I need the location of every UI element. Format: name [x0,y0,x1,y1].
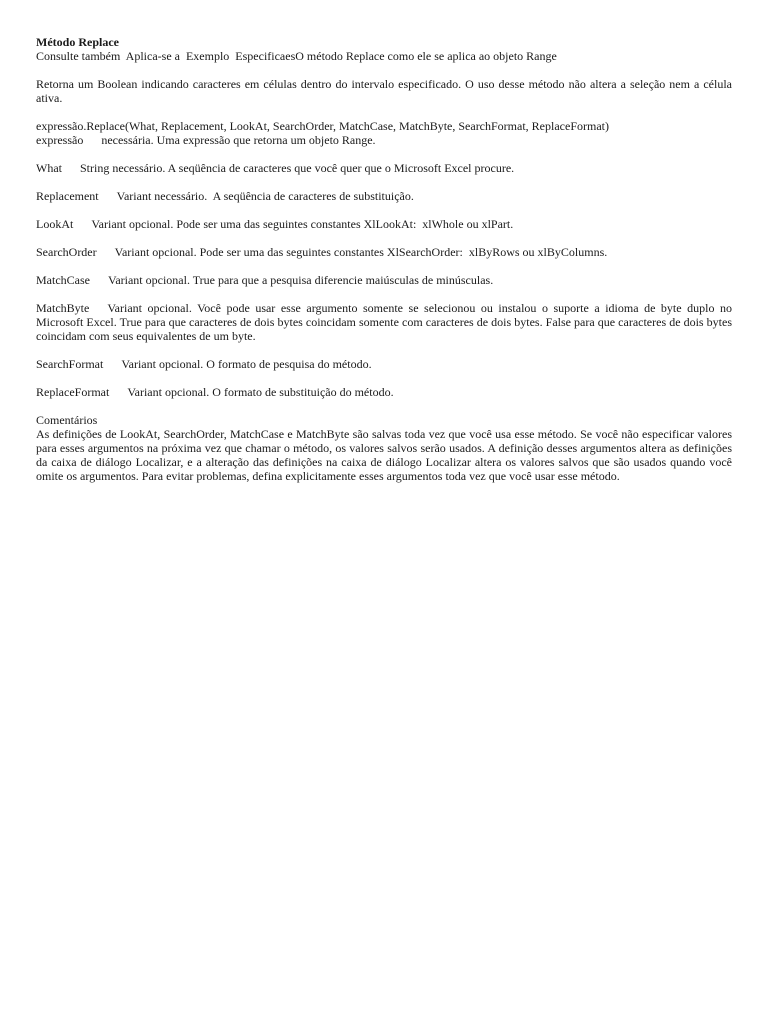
param-description: Variant necessário. A seqüência de caracteres de substituição. [116,189,414,203]
param-what [36,161,732,175]
param-name: Replacement [36,189,99,203]
param-replacement [36,189,732,203]
spacer [36,63,732,77]
related-links-line: Consulte também Aplica-se a Exemplo EspecificaesO método Replace como ele se aplica ao objeto Range [36,49,557,63]
syntax-expression [36,133,732,147]
parameter-list [36,161,735,399]
param-description: String necessário. A seqüência de caracteres que você quer que o Microsoft Excel procure. [80,161,515,175]
param-description: Variant opcional. Pode ser uma das seguintes constantes XlLookAt: xlWhole ou xlPart. [91,217,514,231]
param-name: What [36,161,62,175]
spacer [36,231,732,245]
param-description: necessária. Uma expressão que retorna um objeto Range. [101,133,376,147]
param-name: expressão [36,133,84,147]
param-matchbyte [36,301,735,343]
param-name: LookAt [36,217,74,231]
param-name: SearchFormat [36,357,104,371]
param-name: MatchByte [36,301,90,315]
spacer [36,259,732,273]
page-title: Método Replace [36,35,119,49]
param-matchcase [36,273,732,287]
spacer [36,287,732,301]
syntax-signature: expressão.Replace(What, Replacement, LookAt, SearchOrder, MatchCase, MatchByte, SearchFormat, ReplaceFormat) [36,119,609,133]
spacer [36,147,732,161]
spacer [36,371,732,385]
param-name: MatchCase [36,273,90,287]
param-description: Variant opcional. O formato de substituição do método. [127,385,394,399]
param-description: Variant opcional. Você pode usar esse argumento somente se selecionou ou instalou o suporte a idioma de byte duplo no Microsoft Excel. True para que caracteres de dois bytes coincidam somente com caracteres de dois bytes. False para que caracteres de dois bytes coincidam com seus equivalentes de um byte. [36,301,735,343]
param-searchorder [36,245,732,259]
param-replaceformat [36,385,732,399]
spacer [36,343,732,357]
spacer [36,105,732,119]
method-description: Retorna um Boolean indicando caracteres em células dentro do intervalo especificado. O uso desse método não altera a seleção nem a célula ativa. [36,77,732,105]
param-searchformat [36,357,732,371]
comments-heading: Comentários [36,413,98,427]
param-lookat [36,217,732,231]
spacer [36,399,732,413]
spacer [36,175,732,189]
comments-body: As definições de LookAt, SearchOrder, MatchCase e MatchByte são salvas toda vez que você usa esse método. Se você não especificar valores para esses argumentos na próxima vez que chamar o método, os valores salvos serão usados. A definição desses argumentos altera as definições da caixa de diálogo Localizar, e a alteração das definições na caixa de diálogo Localizar altera os valores salvos que são usados quando você omite os argumentos. Para evitar problemas, defina explicitamente esses argumentos toda vez que você usar esse método. [36,427,732,483]
param-name: ReplaceFormat [36,385,110,399]
document-page [36,35,735,483]
param-description: Variant opcional. Pode ser uma das seguintes constantes XlSearchOrder: xlByRows ou xlByColumns. [114,245,608,259]
param-description: Variant opcional. O formato de pesquisa do método. [121,357,372,371]
param-description: Variant opcional. True para que a pesquisa diferencie maiúsculas de minúsculas. [107,273,494,287]
param-name: SearchOrder [36,245,97,259]
spacer [36,203,732,217]
